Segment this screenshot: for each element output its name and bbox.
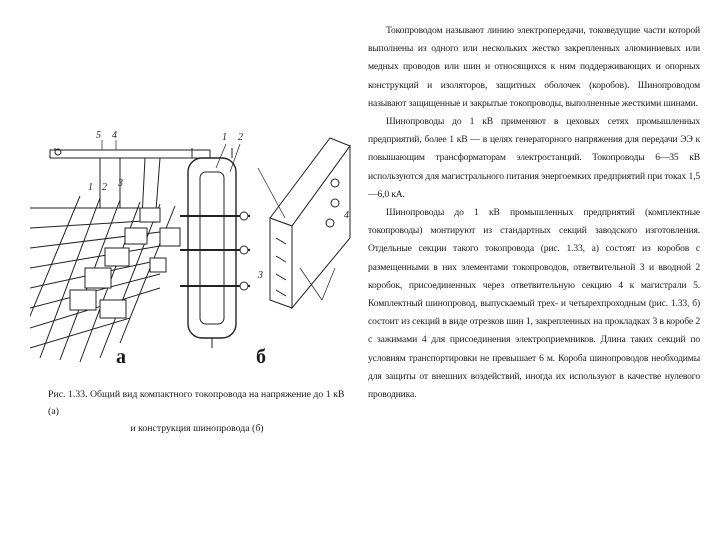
busway-drawing — [30, 128, 355, 373]
figure-label-b: б — [256, 346, 266, 368]
paragraph-sections — [368, 204, 700, 404]
callout-2-b: 2 — [238, 132, 243, 143]
caption-line-1: Рис. 1.33. Общий вид компактного токопровода на напряжение до 1 кВ (а) — [48, 389, 345, 417]
paragraph-usage: Шинопроводы до 1 кВ применяют в цеховых сетях промышленных предприятий, более 1 кВ — в целях генераторного напряжения для передачи ЭЭ к повышающим трансформаторам электростанций. Токопроводы 6—35 кВ используются для магистрального питания энергоемких предприятий при токах 1,5—6,0 кА. — [368, 116, 700, 200]
paragraph-sections-text: Шинопроводы до 1 кВ промышленных предприятий (комплектные токопроводы) монтируют из стандартных секций заводского изготовления. Отдельные секции такого токопровода (рис. 1.33, а) состоят из коробов с размещенными в них элементами токопроводов, ответвительной 3 и вводной 2 коробок, присоединенных через ответвительную секцию 4 к магистрали 5. Комплектный шинопровод, выпускаемый трех- и четырехпроходным (рис. 1.33, б) состоит из секций в виде отрезков шин 1, закрепленных на прокладках 3 в коробе 2 с зажимами 4 для присоединения электроприемников. Длина таких секций по условиям транспортировки не превышает 6 м. Короба шинопроводов необходимы для защиты от внешних воздействий, иногда их используют в качестве нулевого проводника. — [368, 207, 700, 401]
callout-3-a: 3 — [118, 178, 123, 189]
figure-1-33 — [30, 128, 355, 373]
figure-caption — [48, 386, 346, 437]
callout-2-a: 2 — [102, 182, 107, 193]
callout-4-b: 4 — [344, 210, 349, 221]
body-text-upper — [368, 22, 700, 404]
paragraph-definition: Токопроводом называют линию электропередачи, токоведущие части которой выполнены из одного или нескольких жестко закрепленных алюминиевых или медных проводов или шин и относящихся к ним поддерживающих и опорных конструкций и изоляторов, защитных оболочек (коробов). Шинопроводом называют защищенные и закрытые токопроводы, выполненные жесткими шинами. — [368, 25, 700, 109]
figure-label-a: а — [116, 346, 126, 368]
callout-3-b: 3 — [258, 270, 263, 281]
callout-5-a: 5 — [96, 130, 101, 141]
callout-4-a: 4 — [112, 130, 117, 141]
busway-cross-section — [180, 148, 250, 348]
callout-1-a: 1 — [88, 182, 93, 193]
overhead-busbar — [50, 148, 210, 223]
caption-line-2: и конструкция шинопровода (б) — [130, 423, 264, 434]
callout-1-b: 1 — [222, 132, 227, 143]
